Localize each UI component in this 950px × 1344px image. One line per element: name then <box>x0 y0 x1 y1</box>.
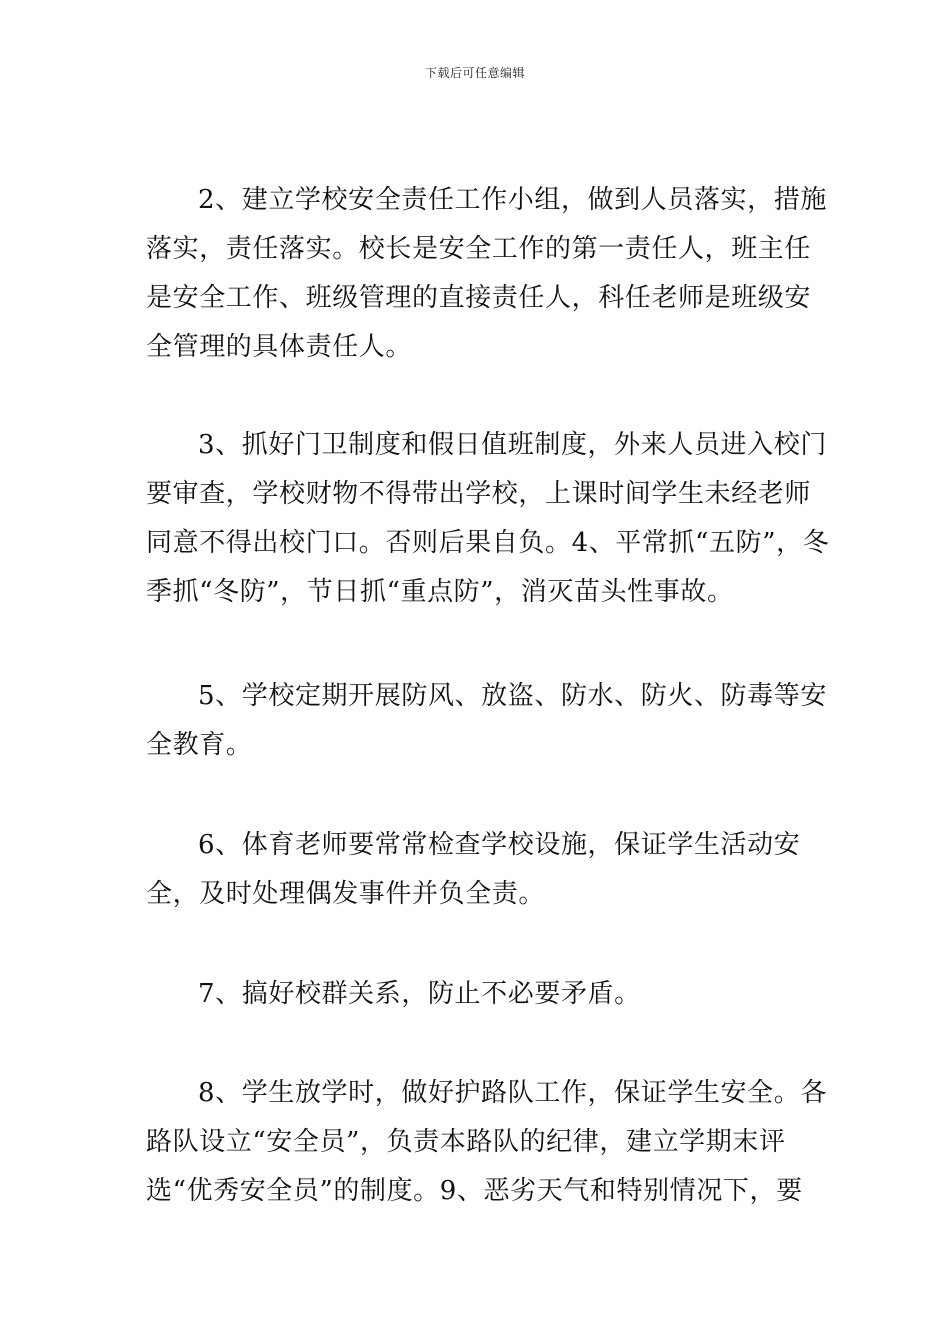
header-note: 下载后可任意编辑 <box>424 66 525 80</box>
paragraph-5 <box>146 672 836 770</box>
paragraph-text: 6、体育老师要常常检查学校设施，保证学生活动安全，及时处理偶发事件并负全责。 <box>146 830 801 909</box>
paragraph-text: 8、学生放学时，做好护路队工作，保证学生安全。各路队设立“安全员”，负责本路队的纪律，建立学期末评选“优秀安全员”的制度。9、恶劣天气和特别情况下，要 <box>146 1078 827 1206</box>
paragraph-8 <box>146 1069 836 1216</box>
paragraph-text: 7、搞好校群关系，防止不必要矛盾。 <box>198 979 641 1009</box>
paragraph-text: 2、建立学校安全责任工作小组，做到人员落实，措施落实，责任落实。校长是安全工作的第一责任人，班主任是安全工作、班级管理的直接责任人，科任老师是班级安全管理的具体责任人。 <box>146 185 827 362</box>
paragraph-7 <box>146 970 836 1019</box>
paragraph-text: 3、抓好门卫制度和假日值班制度，外来人员进入校门要审查，学校财物不得带出学校，上课时间学生未经老师同意不得出校门口。否则后果自负。4、平常抓“五防”，冬季抓“冬防”，节日抓“重点防”，消灭苗头性事故。 <box>146 430 830 607</box>
paragraph-text: 5、学校定期开展防风、放盗、防水、防火、防毒等安全教育。 <box>146 681 827 760</box>
paragraph-6 <box>146 821 836 919</box>
paragraph-2 <box>146 176 836 372</box>
paragraph-3 <box>146 421 836 617</box>
